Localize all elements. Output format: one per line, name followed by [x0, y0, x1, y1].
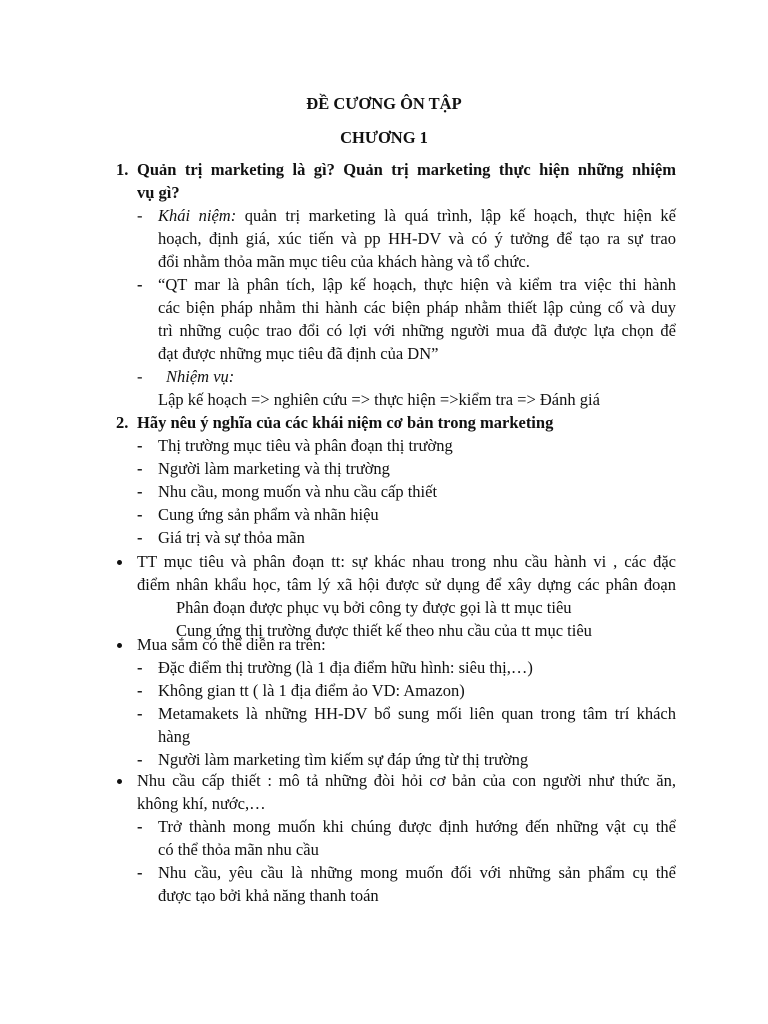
list-dash: - [137, 436, 143, 455]
question-number: 2. [116, 413, 129, 432]
paragraph-line: đạt được những mục tiêu đã định của DN” [158, 344, 439, 363]
question-heading: Hãy nêu ý nghĩa của các khái niệm cơ bản trong marketing [137, 413, 554, 432]
list-dash: - [137, 528, 143, 547]
list-item: Nhu cầu, yêu cầu là những mong muốn đối với những sản phẩm cụ thể [158, 863, 676, 882]
paragraph-line: Cung ứng thị trường được thiết kế theo nhu cầu của tt mục tiêu [176, 621, 592, 640]
bullet-icon [117, 643, 122, 648]
term-label: Khái niệm: [158, 206, 237, 225]
list-item-cont: hàng [158, 727, 191, 746]
question-heading-cont: vụ gì? [137, 183, 180, 202]
list-dash: - [137, 817, 143, 836]
list-dash: - [137, 206, 143, 225]
paragraph-line: Mua sắm có thể diễn ra trên: [137, 635, 326, 654]
list-item: Không gian tt ( là 1 địa điểm ảo VD: Amazon) [158, 681, 465, 700]
question-heading: Quản trị marketing là gì? Quản trị marketing thực hiện những nhiệm [137, 160, 676, 179]
list-dash: - [137, 275, 143, 294]
term-label: Nhiệm vụ: [166, 367, 235, 386]
list-item: Giá trị và sự thỏa mãn [158, 528, 305, 547]
list-item: Người làm marketing tìm kiếm sự đáp ứng từ thị trường [158, 750, 529, 769]
list-dash: - [137, 681, 143, 700]
question-number: 1. [116, 160, 129, 179]
list-dash: - [137, 459, 143, 478]
paragraph-line: Phân đoạn được phục vụ bởi công ty được gọi là tt mục tiêu [176, 598, 572, 617]
list-item-cont: được tạo bởi khả năng thanh toán [158, 886, 379, 905]
paragraph-line: trì những cuộc trao đổi có lợi với những người mua đã được lựa chọn để [158, 321, 676, 340]
paragraph-line: không khí, nước,… [137, 794, 266, 813]
paragraph-line: Lập kế hoạch => nghiên cứu => thực hiện =>kiểm tra => Đánh giá [158, 390, 600, 409]
list-dash: - [137, 482, 143, 501]
list-item: Người làm marketing và thị trường [158, 459, 390, 478]
list-dash: - [137, 863, 143, 882]
document-title: ĐỀ CƯƠNG ÔN TẬP [306, 94, 462, 113]
list-item: Nhu cầu, mong muốn và nhu cầu cấp thiết [158, 482, 438, 501]
bullet-icon [117, 779, 122, 784]
paragraph-line: đổi nhằm thỏa mãn mục tiêu của khách hàng và tổ chức. [158, 252, 530, 271]
list-item: Cung ứng sản phẩm và nhãn hiệu [158, 505, 379, 524]
list-dash: - [137, 505, 143, 524]
paragraph-line [158, 206, 676, 226]
paragraph-line: điểm nhân khẩu học, tâm lý xã hội được sử dụng để xây dựng các phân đoạn [137, 575, 676, 594]
list-item: Đặc điểm thị trường (là 1 địa điểm hữu hình: siêu thị,…) [158, 658, 533, 677]
paragraph-line: TT mục tiêu và phân đoạn tt: sự khác nhau trong nhu cầu hành vi , các đặc [137, 552, 676, 571]
list-item: Metamakets là những HH-DV bổ sung mối liên quan trong tâm trí khách [158, 704, 676, 723]
paragraph-line: Nhu cầu cấp thiết : mô tả những đòi hỏi cơ bản của con người như thức ăn, [137, 771, 676, 790]
list-dash: - [137, 750, 143, 769]
list-dash: - [137, 367, 143, 386]
list-item-cont: có thể thỏa mãn nhu cầu [158, 840, 319, 859]
list-dash: - [137, 704, 143, 723]
paragraph-line: hoạch, định giá, xúc tiến và pp HH-DV và có ý tưởng để tạo ra sự trao [158, 229, 676, 248]
chapter-heading: CHƯƠNG 1 [340, 128, 428, 147]
list-item: Thị trường mục tiêu và phân đoạn thị trường [158, 436, 453, 455]
paragraph-line: “QT mar là phân tích, lập kế hoạch, thực hiện và kiểm tra việc thi hành [158, 275, 676, 294]
list-item: Trở thành mong muốn khi chúng được định hướng đến những vật cụ thể [158, 817, 676, 836]
bullet-icon [117, 560, 122, 565]
list-dash: - [137, 658, 143, 677]
term-text: quản trị marketing là quá trình, lập kế hoạch, thực hiện kế [236, 206, 676, 225]
paragraph-line: các biện pháp nhằm thi hành các biện pháp nhằm thiết lập củng cố và duy [158, 298, 676, 317]
